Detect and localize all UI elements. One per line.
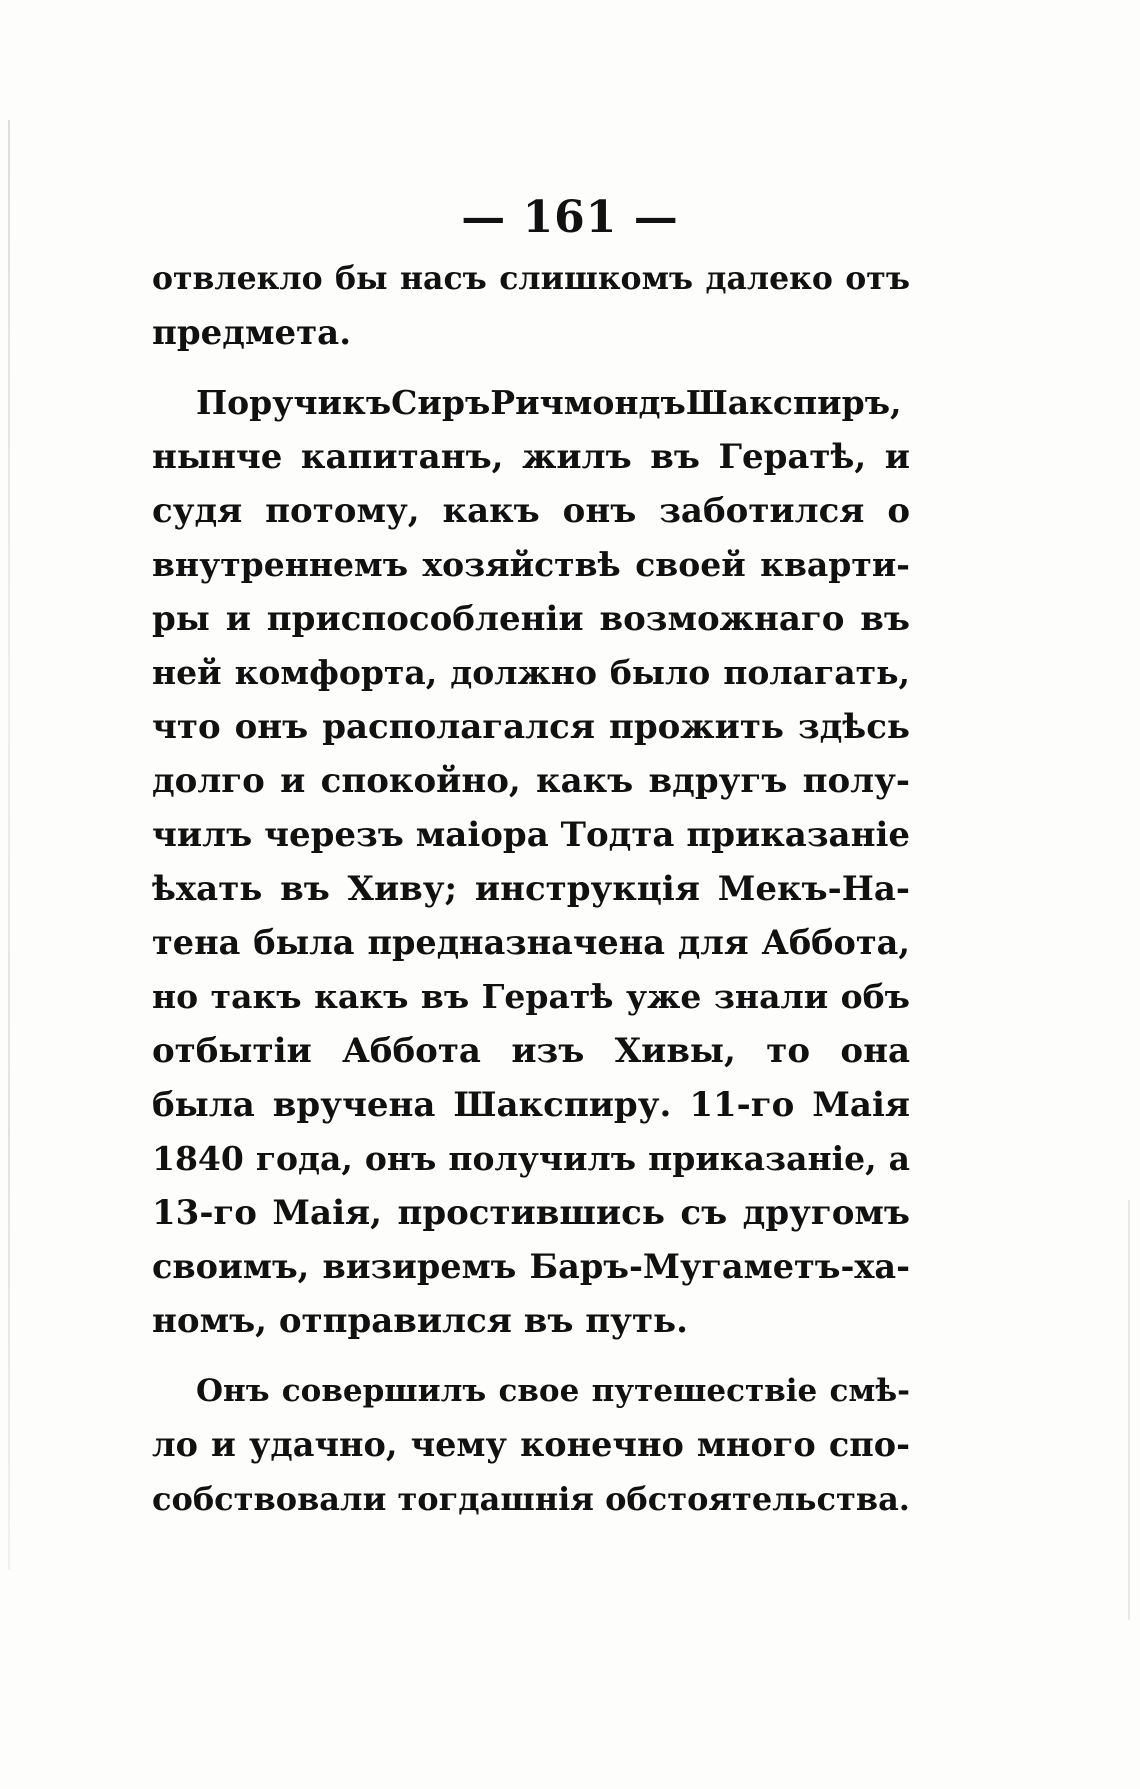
text-line: отбытіи Аббота изъ Хивы, то она xyxy=(152,1031,910,1071)
paragraph-2 xyxy=(152,376,910,1348)
scan-edge-right xyxy=(1128,1200,1130,1620)
paragraph-3 xyxy=(152,1364,910,1526)
text-line: но такъ какъ въ Гератѣ уже знали объ xyxy=(152,977,910,1016)
scan-edge-left xyxy=(8,120,10,1570)
text-line: 1840 года, онъ получилъ приказаніе, а xyxy=(152,1139,910,1178)
text-line: своимъ, визиремъ Баръ-Мугаметъ-ха- xyxy=(152,1247,910,1286)
text-line: ло и удачно, чему конечно много спо- xyxy=(152,1425,910,1464)
text-line: ры и приспособленіи возможнаго въ xyxy=(152,599,910,639)
text-line: что онъ располагался прожить здѣсь xyxy=(152,707,910,747)
page-number: — 161 — xyxy=(461,192,679,243)
text-line: внутреннемъ хозяйствѣ своей кварти- xyxy=(152,545,910,584)
text-line: тена была предназначена для Аббота, xyxy=(152,923,910,962)
text-line: судя потому, какъ онъ заботился о xyxy=(152,491,910,531)
text-line: долго и спокойно, какъ вдругъ полу- xyxy=(152,761,910,801)
text-line: 13-го Маія, простившись съ другомъ xyxy=(152,1193,910,1233)
text-line: чилъ черезъ маіора Тодта приказаніе xyxy=(152,815,910,855)
text-line: ней комфорта, должно было полагать, xyxy=(152,653,910,692)
text-line: отвлекло бы насъ слишкомъ далеко отъ xyxy=(152,260,910,297)
text-line: ѣхать въ Хиву; инструкція Мекъ-На- xyxy=(152,869,910,909)
text-line: номъ, отправился въ путь. xyxy=(152,1301,688,1341)
text-line: ПоручикъСиръРичмондъШакспиръ, xyxy=(196,383,902,422)
text-line: нынче капитанъ, жилъ въ Гератѣ, и xyxy=(152,437,910,477)
text-line: предмета. xyxy=(152,313,352,353)
text-line: собствовали тогдашнія обстоятельства. xyxy=(152,1480,910,1518)
text-line: Онъ совершилъ свое путешествіе смѣ- xyxy=(196,1373,910,1409)
body-text xyxy=(152,252,910,1526)
paragraph-1 xyxy=(152,252,910,360)
text-line: была вручена Шакспиру. 11-го Маія xyxy=(152,1085,910,1125)
